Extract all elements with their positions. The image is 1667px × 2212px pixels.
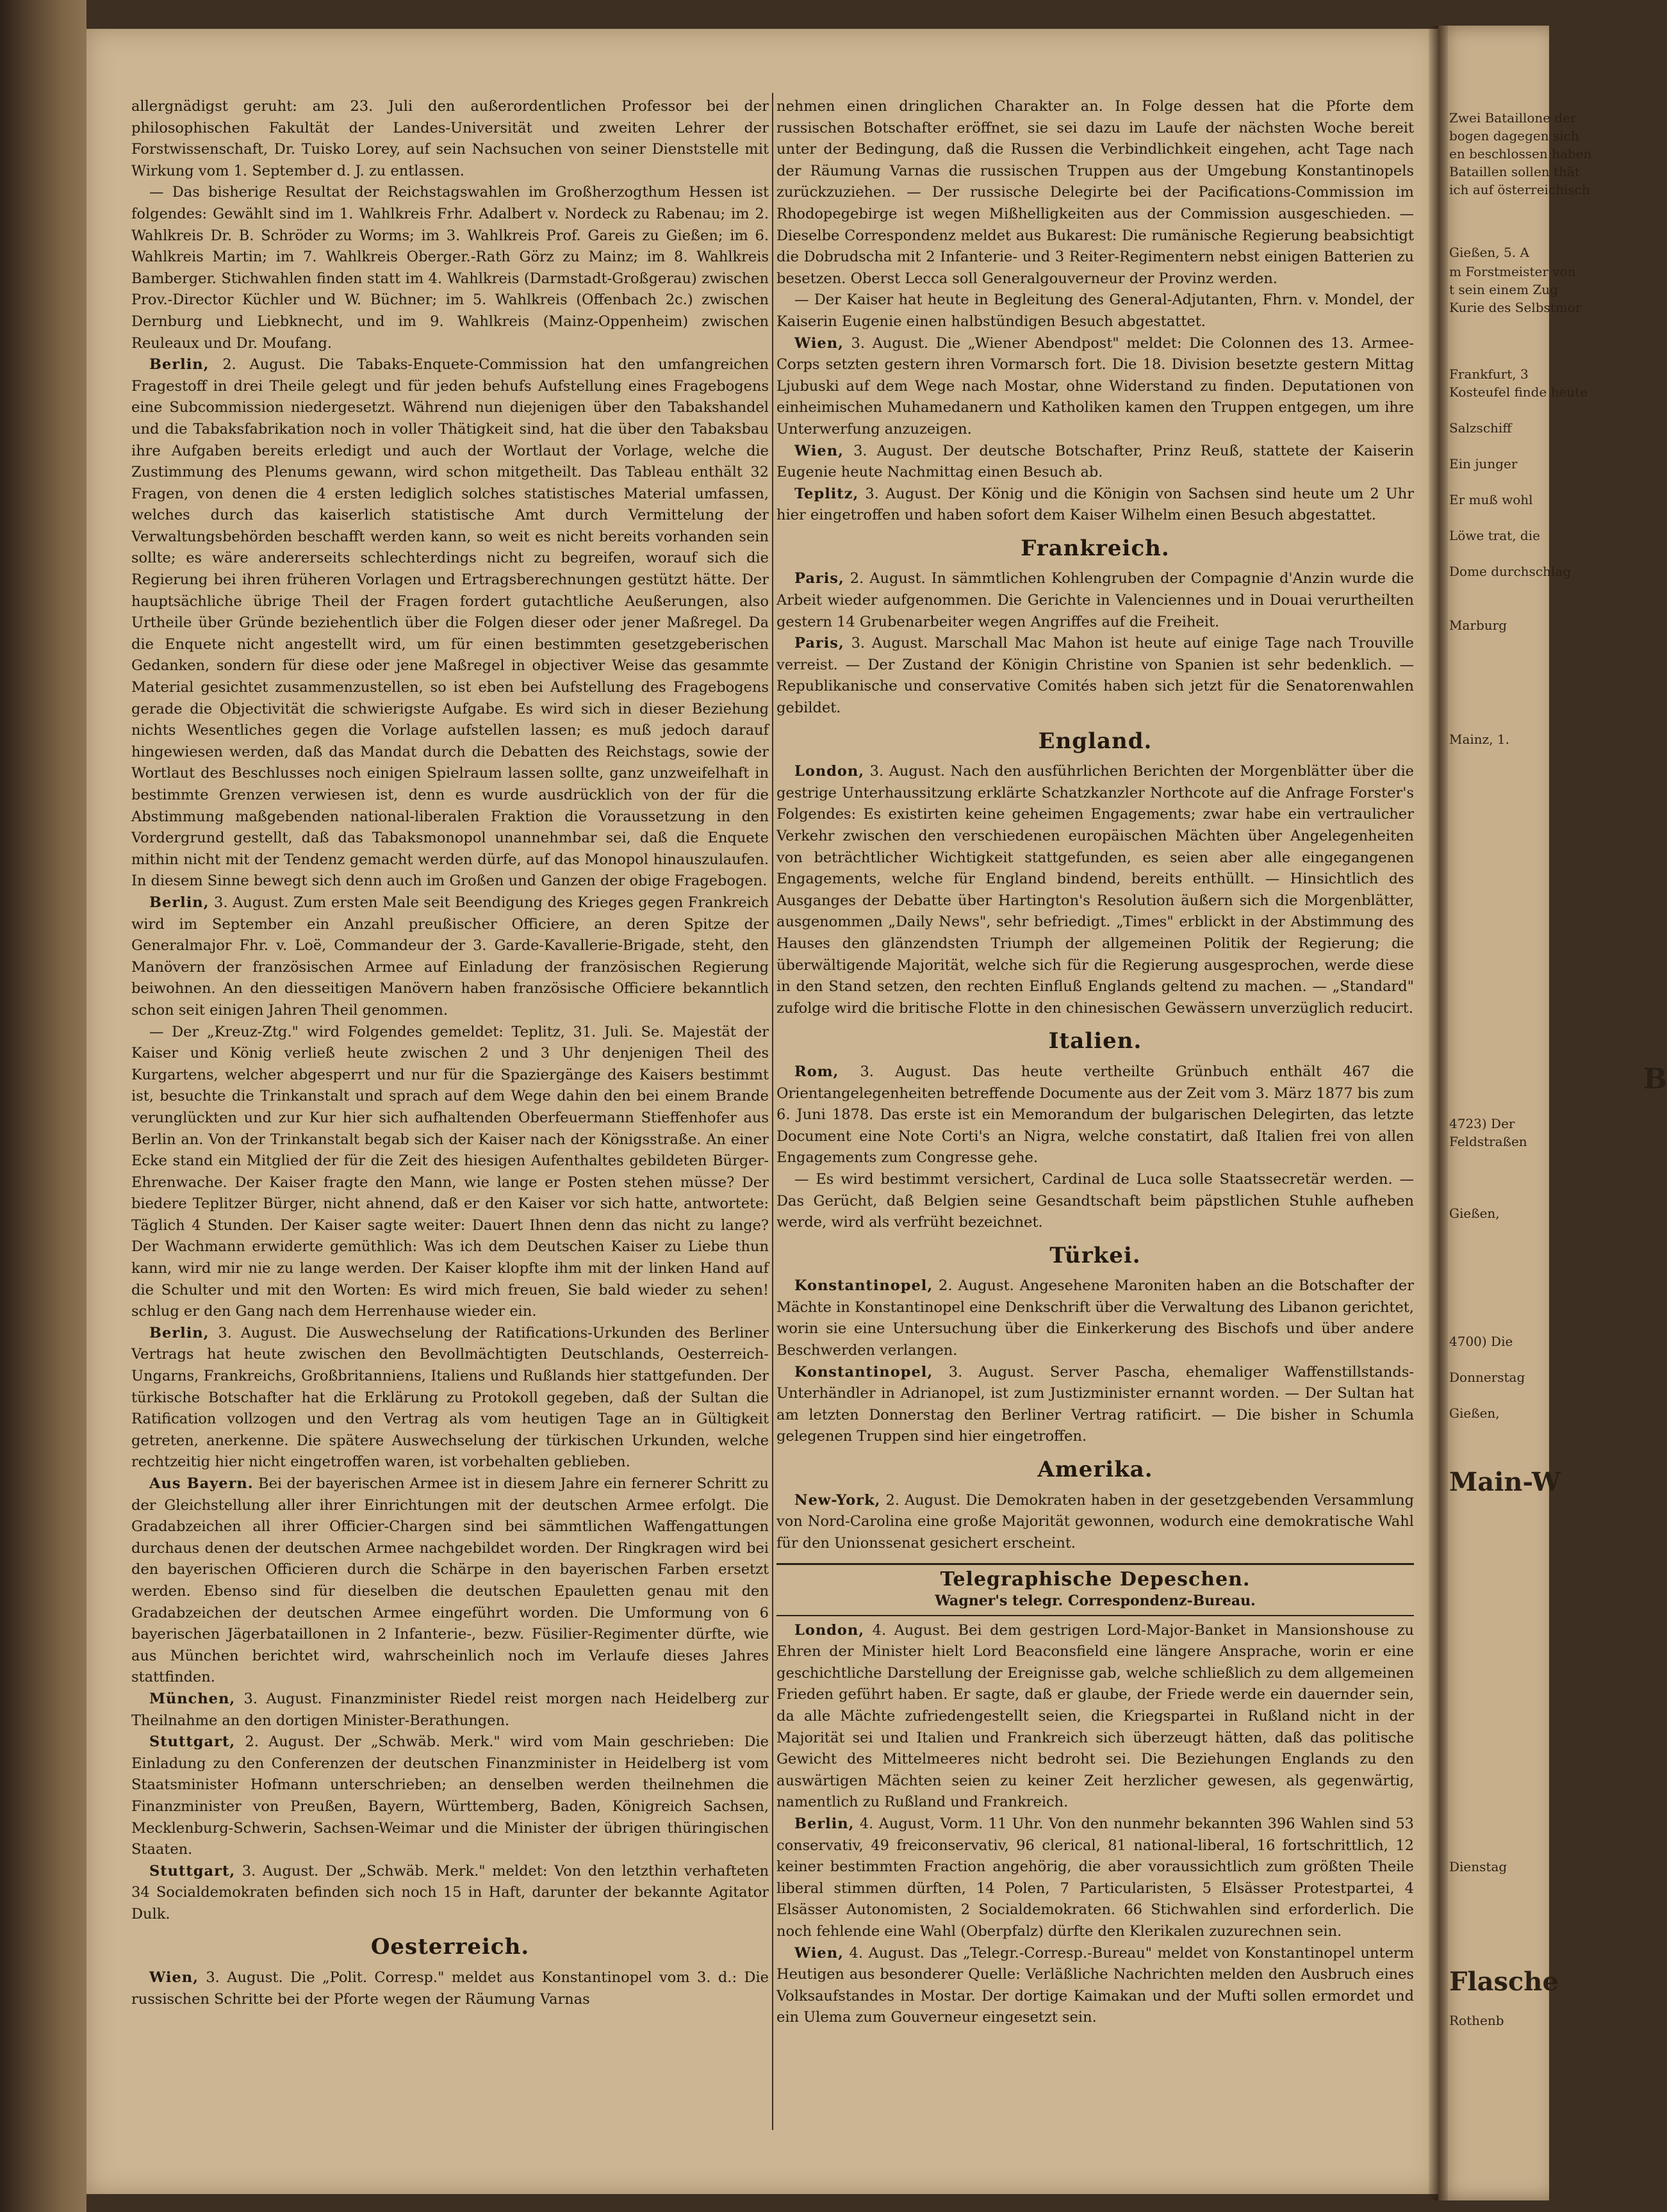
- article-paragraph: New-York, 2. August. Die Demokraten haben in der gesetzgebenden Versammlung von Nord-Carolina eine große Majorität gewonnen, wodurch eine demokratische Wahl für den Unionssenat gesichert erscheint.: [776, 1491, 1414, 1552]
- adjacent-text-fragment: 4700) Die: [1449, 1334, 1513, 1349]
- adjacent-headline: Main-W: [1449, 1467, 1561, 1497]
- article-paragraph: Stuttgart, 3. August. Der „Schwäb. Merk." meldet: Von den letzthin verhafteten 34 Socialdemokraten befinden sich noch 15 in Haft, darunter der bekannte Agitator Dulk.: [131, 1862, 769, 1922]
- column-divider: [772, 93, 773, 2130]
- adjacent-text-fragment: Kosteufel finde heute: [1449, 384, 1588, 400]
- adjacent-text-fragment: Gießen, 5. A: [1449, 245, 1529, 260]
- dateline: Rom,: [794, 1063, 839, 1080]
- dateline: Wien,: [149, 1969, 199, 1987]
- article-paragraph: Wien, 3. August. Die „Polit. Corresp." meldet aus Konstantinopel vom 3. d.: Die russischen Schritte bei der Pforte wegen der Räumung Varnas: [131, 1969, 769, 2008]
- article-paragraph: Stuttgart, 2. August. Der „Schwäb. Merk." wird vom Main geschrieben: Die Einladung zu den Conferenzen der deutschen Finanzminister in Heidelberg ist vom Staatsminister Hofmann unterschrieben; an denselben werden theilnehmen die Finanzminister von Preußen, Bayern, Württemberg, Baden, Königreich Sachsen, Mecklenburg-Schwerin, Sachsen-Weimar und die Minister der übrigen thüringischen Staaten.: [131, 1733, 769, 1858]
- adjacent-text-fragment: Mainz, 1.: [1449, 732, 1510, 747]
- adjacent-text-fragment: Löwe trat, die: [1449, 528, 1540, 543]
- article-paragraph: London, 3. August. Nach den ausführlichen Berichten der Morgenblätter über die gestrige Unterhaussitzung erklärte Schatzkanzler Northcote auf die Anfrage Forster's Folgendes: Es existirten keine geheimen Engagements; zwar habe ein vertraulicher Verkehr zwischen den verschiedenen europäischen Mächten über Angelegenheiten von beträchtlicher Wichtigkeit stattgefunden, es seien aber alle eingegangenen Engagements, welche für England bindend, bereits enthüllt. — Hinsichtlich des Ausganges der Debatte über Hartington's Resolution äußern sich die Morgenblätter, ausgenommen „Daily News", sehr befriedigt. „Times" erblickt in der Abstimmung des Hauses den glänzendsten Triumph der allgemeinen Politik der Regierung; die überwältigende Majorität, welche sich für die Regierung ausgesprochen, werde diese in den Stand setzen, den rechten Einfluß Englands geltend zu machen. — „Standard" zufolge wird die britische Flotte in den chinesischen Gewässern unverzüglich reducirt.: [776, 763, 1414, 1017]
- adjacent-text-fragment: Ein junger: [1449, 456, 1518, 471]
- dateline: Paris,: [794, 570, 844, 587]
- article-paragraph: Teplitz, 3. August. Der König und die Königin von Sachsen sind heute um 2 Uhr hier eingetroffen und haben sofort dem Kaiser Wilhelm einen Besuch abgestattet.: [776, 485, 1414, 524]
- dateline: Aus Bayern.: [149, 1475, 254, 1492]
- adjacent-text-fragment: Feldstraßen: [1449, 1134, 1527, 1149]
- adjacent-text-fragment: Rothenb: [1449, 2013, 1504, 2028]
- article-paragraph: Wien, 4. August. Das „Telegr.-Corresp.-Bureau" meldet von Konstantinopel unterm Heutigen aus besonderer Quelle: Verläßliche Nachrichten melden den Ausbruch eines Volksaufstandes in Mostar. Der dortige Kaimakan und der Mufti sollen ermordet und ein Ulema zum Gouverneur eingesetzt sein.: [776, 1944, 1414, 2026]
- article-paragraph: London, 4. August. Bei dem gestrigen Lord-Major-Banket in Mansionshouse zu Ehren der Minister hielt Lord Beaconsfield eine längere Ansprache, worin er eine geschichtliche Darstellung der Ereignisse gab, welche schließlich zu dem allgemeinen Frieden geführt haben. Er sagte, daß er glaube, der Friede werde ein dauernder sein, da alle Mächte zufriedengestellt seien, die Kriegspartei in Rußland nicht in der Majorität sei und Italien und Frankreich sich überzeugt hätten, daß das politische Gewicht des Mittelmeeres nicht bedroht sei. Die Beziehungen Englands zu den auswärtigen Mächten seien zu keiner Zeit herzlicher gewesen, als gegenwärtig, namentlich zu Rußland und Frankreich.: [776, 1621, 1414, 1811]
- article-paragraph: München, 3. August. Finanzminister Riedel reist morgen nach Heidelberg zur Theilnahme an den dortigen Minister-Berathungen.: [131, 1690, 769, 1729]
- adjacent-text-fragment: Marburg: [1449, 618, 1507, 633]
- dateline: Berlin,: [149, 894, 209, 911]
- article-paragraph: — Der „Kreuz-Ztg." wird Folgendes gemeldet: Teplitz, 31. Juli. Se. Majestät der Kaiser und König verließ heute zwischen 2 und 3 Uhr denjenigen Theil des Kurgartens, welcher abgesperrt und nur für die Spaziergänge des Kaisers bestimmt ist, besuchte die Trinkanstalt und sprach auf dem Wege dahin den bei einem Brande verunglückten und zur Kur hier sich aufhaltenden Oberfeuermann Stieffenhofer aus Berlin an. Von der Trinkanstalt begab sich der Kaiser nach der Königsstraße. An einer Ecke stand ein Mitglied der für die Zeit des hiesigen Aufenthaltes gebildeten Bürger-Ehrenwache. Der Kaiser fragte den Mann, wie lange er Posten stehen müsse? Der biedere Teplitzer Bürger, nicht ahnend, daß er den Kaiser vor sich hatte, antwortete: Täglich 4 Stunden. Der Kaiser sagte weiter: Dauert Ihnen denn das nicht zu lange? Der Wachmann erwiderte gemüthlich: Was ich dem Deutschen Kaiser zu Liebe thun kann, wird mir nie zu lange werden. Der Kaiser klopfte ihm mit der linken Hand auf die Schulter und mit den Worten: Es wird mich freuen, Sie bald wieder zu sehen! schlug er den Gang nach dem Herrenhause wieder ein.: [131, 1023, 769, 1320]
- dateline: Wien,: [794, 334, 844, 352]
- adjacent-text-fragment: 4723) Der: [1449, 1116, 1515, 1131]
- telegraph-section: [776, 1563, 1414, 2028]
- article-paragraph: Berlin, 3. August. Die Auswechselung der Ratifications-Urkunden des Berliner Vertrags hat heute zwischen den Bevollmächtigten Deutschlands, Oesterreich-Ungarns, Frankreichs, Großbritanniens, Italiens und Rußlands hier stattgefunden. Der türkische Botschafter hat die Erklärung zu Protokoll gegeben, daß der Sultan die Ratification vollzogen und den Vertrag als vom heutigen Tage an in Gültigkeit getreten, anerkenne. Die spätere Auswechselung der türkischen Urkunden, welche rechtzeitig hier nicht eingetroffen waren, ist vorbehalten geblieben.: [131, 1324, 769, 1471]
- adjacent-text-fragment: Kurie des Selbstmor: [1449, 300, 1582, 315]
- adjacent-headline-letter: B: [1643, 1063, 1667, 1095]
- article-paragraph: Berlin, 4. August, Vorm. 11 Uhr. Von den nunmehr bekannten 396 Wahlen sind 53 conservativ, 49 freiconservativ, 96 clerical, 81 national-liberal, 16 fortschrittlich, 12 keiner bestimmten Fraction angehörig, die aber voraussichtlich zum größten Theile liberal stimmen dürften, 14 Polen, 7 Particularisten, 5 Elsässer Protestpartei, 4 Elsässer Autonomisten, 2 Socialdemokraten. 66 Stichwahlen sind erforderlich. Die noch fehlende eine Wahl (Oberpfalz) dürfte den Klerikalen zuzurechnen sein.: [776, 1815, 1414, 1940]
- telegraph-title: Telegraphische Depeschen.: [940, 1568, 1251, 1591]
- right-column: [776, 96, 1414, 2029]
- dateline: London,: [794, 763, 865, 780]
- dateline: Berlin,: [149, 356, 209, 373]
- book-binding-edge: [0, 0, 86, 2212]
- telegraph-subtitle: Wagner's telegr. Correspondenz-Bureau.: [776, 1591, 1414, 1616]
- page-gutter: [1429, 26, 1448, 2200]
- dateline: Stuttgart,: [149, 1862, 236, 1880]
- section-heading-america: Amerika.: [1037, 1457, 1153, 1483]
- section-heading-italy: Italien.: [1048, 1028, 1142, 1054]
- article-paragraph: — Es wird bestimmt versichert, Cardinal de Luca solle Staatssecretär werden. — Das Gerücht, daß Belgien seine Gesandtschaft beim päpstlichen Stuhle aufheben werde, wird als verfrüht bezeichnet.: [776, 1170, 1414, 1231]
- adjacent-text-fragment: Zwei Bataillone der: [1449, 110, 1577, 126]
- adjacent-text-fragment: t sein einem Zug: [1449, 282, 1558, 297]
- article-paragraph: Wien, 3. August. Der deutsche Botschafter, Prinz Reuß, stattete der Kaiserin Eugenie heute Nachmittag einen Besuch ab.: [776, 442, 1414, 481]
- article-paragraph: Aus Bayern. Bei der bayerischen Armee ist in diesem Jahre ein fernerer Schritt zu der Gleichstellung aller ihrer Einrichtungen mit der deutschen Armee erfolgt. Die Gradabzeichen all ihrer Officier-Chargen sind bei sämmtlichen Waffengattungen durchaus denen der deutschen Armee nachgebildet worden. Der Ringkragen wird bei den bayerischen Officieren durch die Schärpe in den bayerischen Farben ersetzt werden. Ebenso sind für dieselben die deutschen Epauletten genau mit den Gradabzeichen der deutschen Armee eingeführt worden. Die Umformung von 6 bayerischen Jägerbataillonen in 2 Infanterie-, bezw. Füsilier-Regimenter dürfte, wie aus München berichtet wird, wahrscheinlich noch im Verlaufe dieses Jahres stattfinden.: [131, 1475, 769, 1686]
- adjacent-text-fragment: Donnerstag: [1449, 1370, 1525, 1385]
- adjacent-text-fragment: bogen dagegen sich: [1449, 128, 1579, 143]
- adjacent-text-fragment: Frankfurt, 3: [1449, 366, 1529, 382]
- dateline: Paris,: [794, 635, 844, 652]
- article-paragraph: — Das bisherige Resultat der Reichstagswahlen im Großherzogthum Hessen ist folgendes: Gewählt sind im 1. Wahlkreis Frhr. Adalbert v. Nordeck zu Rabenau; im 2. Wahlkreis Dr. B. Schröder zu Worms; im 3. Wahlkreis Prof. Gareis zu Gießen; im 6. Wahlkreis Martin; im 7. Wahlkreis Oberger.-Rath Görz zu Mainz; im 8. Wahlkreis Bamberger. Stichwahlen finden statt im 4. Wahlkreis (Darmstadt-Großgerau) zwischen Prov.-Director Küchler und W. Büchner; im 5. Wahlkreis (Offenbach 2c.) zwischen Dernburg und Liebknecht, und im 9. Wahlkreis (Mainz-Oppenheim) zwischen Reuleaux und Dr. Moufang.: [131, 184, 769, 352]
- article-paragraph: Berlin, 2. August. Die Tabaks-Enquete-Commission hat den umfangreichen Fragestoff in drei Theile gelegt und für jeden behufs Aufstellung eines Fragebogens eine Subcommission niedergesetzt. Während nun diejenigen über den Tabakshandel und die Tabaksfabrikation noch in voller Thätigkeit sind, hat die über den Tabaksbau ihre Aufgaben bereits erledigt und auch der Wortlaut der Vorlage, welche die Zustimmung des Plenums gewann, wird schon mitgetheilt. Das Tableau enthält 32 Fragen, von denen die 4 ersten lediglich solches statistisches Material umfassen, welches durch das kaiserlich statistische Amt durch Vermittelung der Verwaltungsbehörden beschafft werden kann, so weit es nicht bereits vorhanden sein sollte; es wäre andererseits schlechterdings nicht zu begreifen, worauf sich die Regierung bei ihren früheren Vorlagen und Ertragsberechnungen gestützt hätte. Der hauptsächliche übrige Theil der Fragen fordert gutachtliche Aeußerungen, also Urtheile über Gründe beziehentlich über die Folgen dieser oder jener Maßregel. Da die Enquete nicht angestellt wird, um für einen bestimmten gesetzgeberischen Gedanken, sondern für diese oder jene Maßregel in objectiver Weise das gesammte Material gesichtet zusammenzustellen, so ist eben bei Aufstellung des Fragebogens gerade die Objectivität die schwierigste Aufgabe. Es wird sich in dieser Beziehung nichts Wesentliches gegen die Vorlage aufstellen lassen; es muß jedoch darauf hingewiesen werden, daß das Mandat durch die Debatten des Reichstags, sowie der Wortlaut des Beschlusses noch einigen Spielraum lassen sollte, ganz unzweifelhaft in bestimmte Grenzen verwiesen ist, denn es wurde ausdrücklich von der für die Abstimmung maßgebenden national-liberalen Fraktion die Voraussetzung in den Vordergrund gestellt, daß das Tabaksmonopol unannehmbar sei, daß die Enquete mithin nicht mit der Tendenz gemacht werden dürfe, auf das Monopol hinauszulaufen. In diesem Sinne bewegt sich denn auch im Großen und Ganzen der obige Fragebogen.: [131, 356, 769, 890]
- article-paragraph: Berlin, 3. August. Zum ersten Male seit Beendigung des Krieges gegen Frankreich wird im September ein Anzahl preußischer Officiere, an deren Spitze der Generalmajor Fhr. v. Loë, Commandeur der 3. Garde-Kavallerie-Brigade, steht, den Manövern der französischen Armee auf Einladung der französischen Regierung beiwohnen. An den diesseitigen Manövern haben französische Officiere bekanntlich schon seit einigen Jahren Theil genommen.: [131, 894, 769, 1019]
- article-paragraph: allergnädigst geruht: am 23. Juli den außerordentlichen Professor bei der philosophischen Fakultät der Landes-Universität und zweiten Lehrer der Forstwissenschaft, Dr. Tuisko Lorey, auf sein Nachsuchen von seiner Dienststelle mit Wirkung vom 1. September d. J. zu entlassen.: [131, 98, 769, 179]
- dateline: München,: [149, 1690, 236, 1707]
- article-paragraph: Wien, 3. August. Die „Wiener Abendpost" meldet: Die Colonnen des 13. Armee-Corps setzten gestern ihren Vormarsch fort. Die 18. Division besetzte gestern Mittag Ljubuski auf dem Wege nach Mostar, ohne Widerstand zu finden. Deputationen von einheimischen Muhamedanern und Katholiken kamen den Truppen entgegen, um ihre Unterwerfung anzuzeigen.: [776, 334, 1414, 438]
- adjacent-text-fragment: m Forstmeister von: [1449, 264, 1576, 279]
- dateline: London,: [794, 1621, 865, 1639]
- article-paragraph: nehmen einen dringlichen Charakter an. In Folge dessen hat die Pforte dem russischen Botschafter eröffnet, sie sei dazu im Laufe der nächsten Woche bereit unter der Bedingung, daß die Russen die Verbindlichkeit eingehen, acht Tage nach der Räumung Varnas die russischen Truppen aus der Umgebung Konstantinopels zurückzuziehen. — Der russische Delegirte bei der Pacifications-Commission im Rhodopegebirge ist wegen Mißhelligkeiten aus der Commission ausgeschieden. — Dieselbe Correspondenz meldet aus Bukarest: Die rumänische Regierung beabsichtigt die Dobrudscha mit 2 Infanterie- und 3 Reiter-Regimentern nebst einigen Batterien zu besetzen. Oberst Lecca soll Generalgouverneur der Provinz werden.: [776, 98, 1414, 287]
- article-paragraph: — Der Kaiser hat heute in Begleitung des General-Adjutanten, Fhrn. v. Mondel, der Kaiserin Eugenie einen halbstündigen Besuch abgestattet.: [776, 291, 1414, 330]
- adjacent-text-fragment: Dienstag: [1449, 1859, 1507, 1874]
- article-paragraph: Konstantinopel, 3. August. Server Pascha, ehemaliger Waffenstillstands-Unterhändler in Adrianopel, ist zum Justizminister ernannt worden. — Der Sultan hat am letzten Donnerstag den Berliner Vertrag ratificirt. — Die bisher in Schumla gelegenen Truppen sind hier eingetroffen.: [776, 1363, 1414, 1445]
- adjacent-text-fragment: en beschlossen haben: [1449, 146, 1592, 161]
- dateline: Berlin,: [149, 1324, 209, 1341]
- adjacent-text-fragment: Gießen,: [1449, 1405, 1500, 1421]
- adjacent-headline: Flasche: [1449, 1967, 1559, 1997]
- adjacent-text-fragment: Bataillen sollen thät: [1449, 164, 1580, 179]
- dateline: Berlin,: [794, 1815, 855, 1832]
- section-heading-austria: Oesterreich.: [370, 1934, 530, 1960]
- article-paragraph: Konstantinopel, 2. August. Angesehene Maroniten haben an die Botschafter der Mächte in Konstantinopel eine Denkschrift über die Verwaltung des Libanon gerichtet, worin sie eine Untersuchung über die Einkerkerung des Bischofs und über andere Beschwerden verlangen.: [776, 1277, 1414, 1359]
- dateline: New-York,: [794, 1491, 881, 1509]
- adjacent-text-fragment: ich auf österreichisch: [1449, 182, 1590, 197]
- dateline: Stuttgart,: [149, 1733, 236, 1751]
- dateline: Konstantinopel,: [794, 1363, 933, 1380]
- dateline: Konstantinopel,: [794, 1277, 933, 1295]
- article-paragraph: Paris, 2. August. In sämmtlichen Kohlengruben der Compagnie d'Anzin wurde die Arbeit wieder aufgenommen. Die Gerichte in Valenciennes und in Douai verurtheilten gestern 14 Grubenarbeiter wegen Angriffes auf die Freiheit.: [776, 570, 1414, 630]
- adjacent-text-fragment: Dome durchschlag: [1449, 564, 1572, 579]
- dateline: Wien,: [794, 442, 844, 459]
- adjacent-text-fragment: Er muß wohl: [1449, 492, 1533, 507]
- adjacent-text-fragment: Gießen,: [1449, 1206, 1500, 1221]
- section-heading-england: England.: [1038, 728, 1153, 754]
- dateline: Wien,: [794, 1944, 844, 1962]
- section-heading-turkey: Türkei.: [1049, 1242, 1141, 1268]
- dateline: Teplitz,: [794, 485, 859, 502]
- section-heading-france: Frankreich.: [1021, 535, 1170, 561]
- article-paragraph: Rom, 3. August. Das heute vertheilte Grünbuch enthält 467 die Orientangelegenheiten betreffende Documente aus der Zeit vom 3. März 1877 bis zum 6. Juni 1878. Das erste ist ein Memorandum der bulgarischen Delegirten, das letzte Document eine Note Corti's an Nigra, welche constatirt, daß Italien frei von allen Engagements zum Congresse gehe.: [776, 1063, 1414, 1167]
- left-column: [131, 96, 769, 2010]
- article-paragraph: Paris, 3. August. Marschall Mac Mahon ist heute auf einige Tage nach Trouville verreist. — Der Zustand der Königin Christine von Spanien ist sehr bedenklich. — Republikanische und conservative Comités haben sich jetzt für die Senatorenwahlen gebildet.: [776, 635, 1414, 717]
- adjacent-text-fragment: Salzschiff: [1449, 420, 1512, 436]
